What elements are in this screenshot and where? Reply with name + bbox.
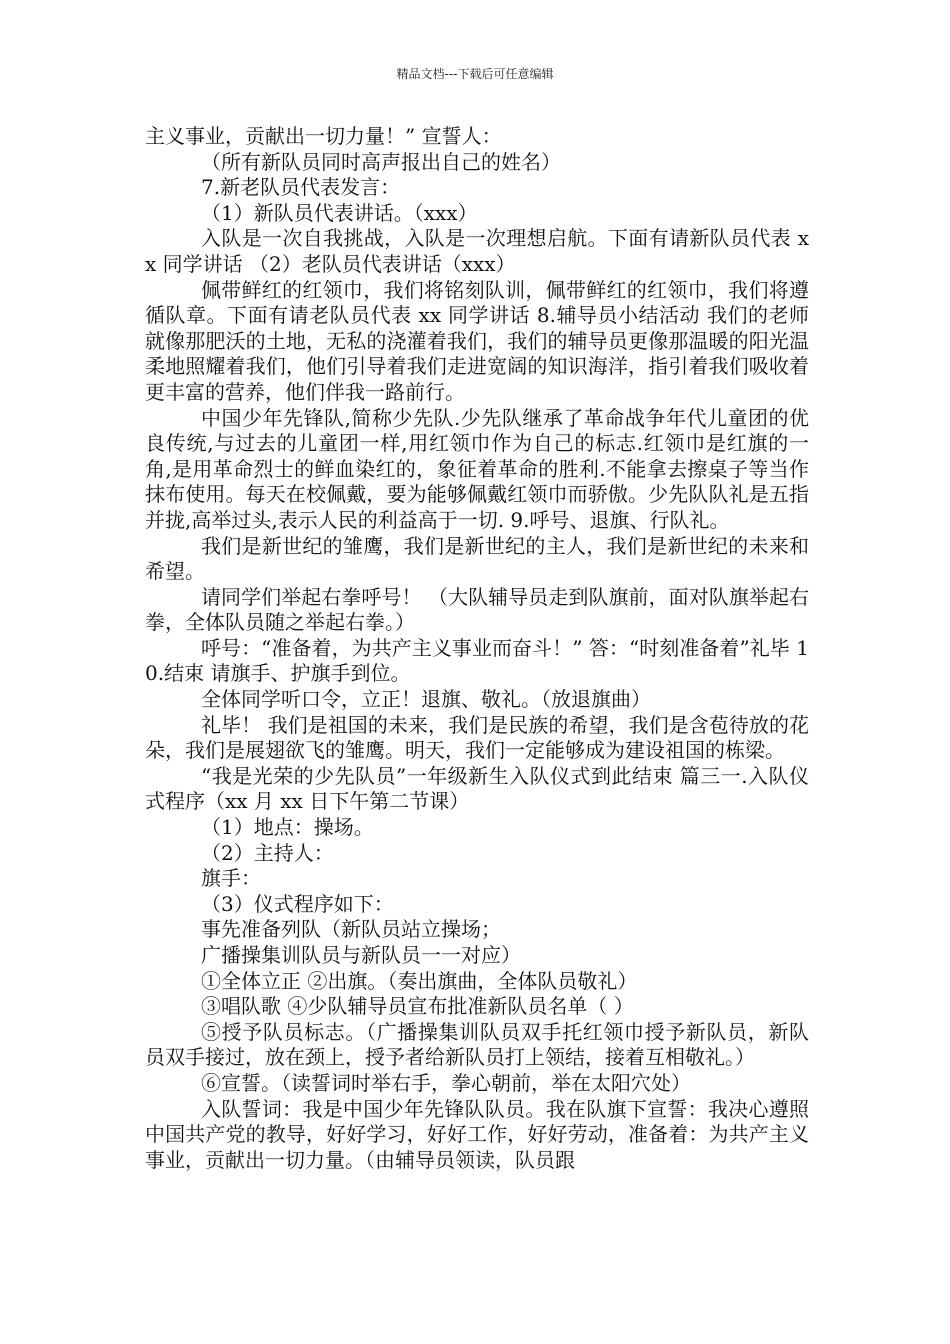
paragraph: ③唱队歌 ④少队辅导员宣布批准新队员名单（ ） [201,994,634,1019]
page-header: 精品文档---下载后可任意编辑 [396,67,554,81]
paragraph: 我们是新世纪的雏鹰，我们是新世纪的主人，我们是新世纪的未来和希望。 [145,533,809,584]
paragraph: 呼号：“准备着，为共产主义事业而奋斗！” 答：“时刻准备着”礼毕 10.结束 请旗手、护旗手到位。 [145,635,809,686]
paragraph: 旗手： [201,866,261,891]
paragraph: 主义事业，贡献出一切力量！” 宣誓人： [145,124,502,148]
paragraph: （所有新队员同时高声报出自己的姓名） [201,149,561,174]
paragraph: 礼毕！ 我们是祖国的未来，我们是民族的希望，我们是含苞待放的花朵，我们是展翅欲飞的雏鹰。明天，我们一定能够成为建设祖国的栋梁。 [145,712,809,763]
paragraph: （2）主持人： [201,840,334,865]
paragraph: 中国少年先锋队,简称少先队.少先队继承了革命战争年代儿童团的优良传统,与过去的儿童团一样,用红领巾作为自己的标志.红领巾是红旗的一角,是用革命烈士的鲜血染红的，象征着革命的胜利.不能拿去擦桌子等当作抹布使用。每天在校佩戴，要为能够佩戴红领巾而骄傲。少先队队礼是五指并拢,高举过头,表示人民的利益高于一切. 9.呼号、退旗、行队礼。 [145,405,809,532]
paragraph: ①全体立正 ②出旗。（奏出旗曲，全体队员敬礼） [201,968,638,993]
paragraph: 入队誓词：我是中国少年先锋队队员。我在队旗下宣誓：我决心遵照中国共产党的教导，好好学习，好好工作，好好劳动，准备着：为共产主义事业，贡献出一切力量。（由辅导员领读，队员跟 [145,1096,809,1172]
paragraph: 佩带鲜红的红领巾，我们将铭刻队训，佩带鲜红的红领巾，我们将遵循队章。下面有请老队员代表 xx 同学讲话 8.辅导员小结活动 我们的老师就像那肥沃的土地，无私的浇灌着我们，我们的辅导员更像那温暖的阳光温柔地照耀着我们，他们引导着我们走进宽阔的知识海洋，指引着我们吸收着更丰富的营养，他们伴我一路前行。 [145,277,809,404]
paragraph: 全体同学听口令，立正！退旗、敬礼。（放退旗曲） [201,687,651,712]
document-body [145,124,809,1173]
paragraph: 广播操集训队员与新队员一一对应） [201,943,521,967]
paragraph: （1）地点：操场。 [201,815,374,840]
paragraph: 事先准备列队（新队员站立操场； [201,917,501,942]
paragraph: ⑤授予队员标志。（广播操集训队员双手托红领巾授予新队员，新队员双手接过，放在颈上，授予者给新队员打上领结，接着互相敬礼。） [145,1019,809,1070]
paragraph: ⑥宣誓。（读誓词时举右手，拳心朝前，举在太阳穴处） [201,1070,691,1095]
paragraph: 7.新老队员代表发言： [201,175,401,200]
paragraph: （1）新队员代表讲话。（xxx） [201,200,478,225]
paragraph: “我是光荣的少先队员”一年级新生入队仪式到此结束 篇三一.入队仪式程序（xx 月 xx 日下午第二节课） [145,763,809,814]
paragraph: 请同学们举起右拳呼号！ （大队辅导员走到队旗前，面对队旗举起右拳，全体队员随之举起右拳。） [145,584,809,635]
paragraph: （3）仪式程序如下： [201,891,394,916]
paragraph: 入队是一次自我挑战，入队是一次理想启航。下面有请新队员代表 xx 同学讲话 （2）老队员代表讲话（xxx） [145,226,809,276]
